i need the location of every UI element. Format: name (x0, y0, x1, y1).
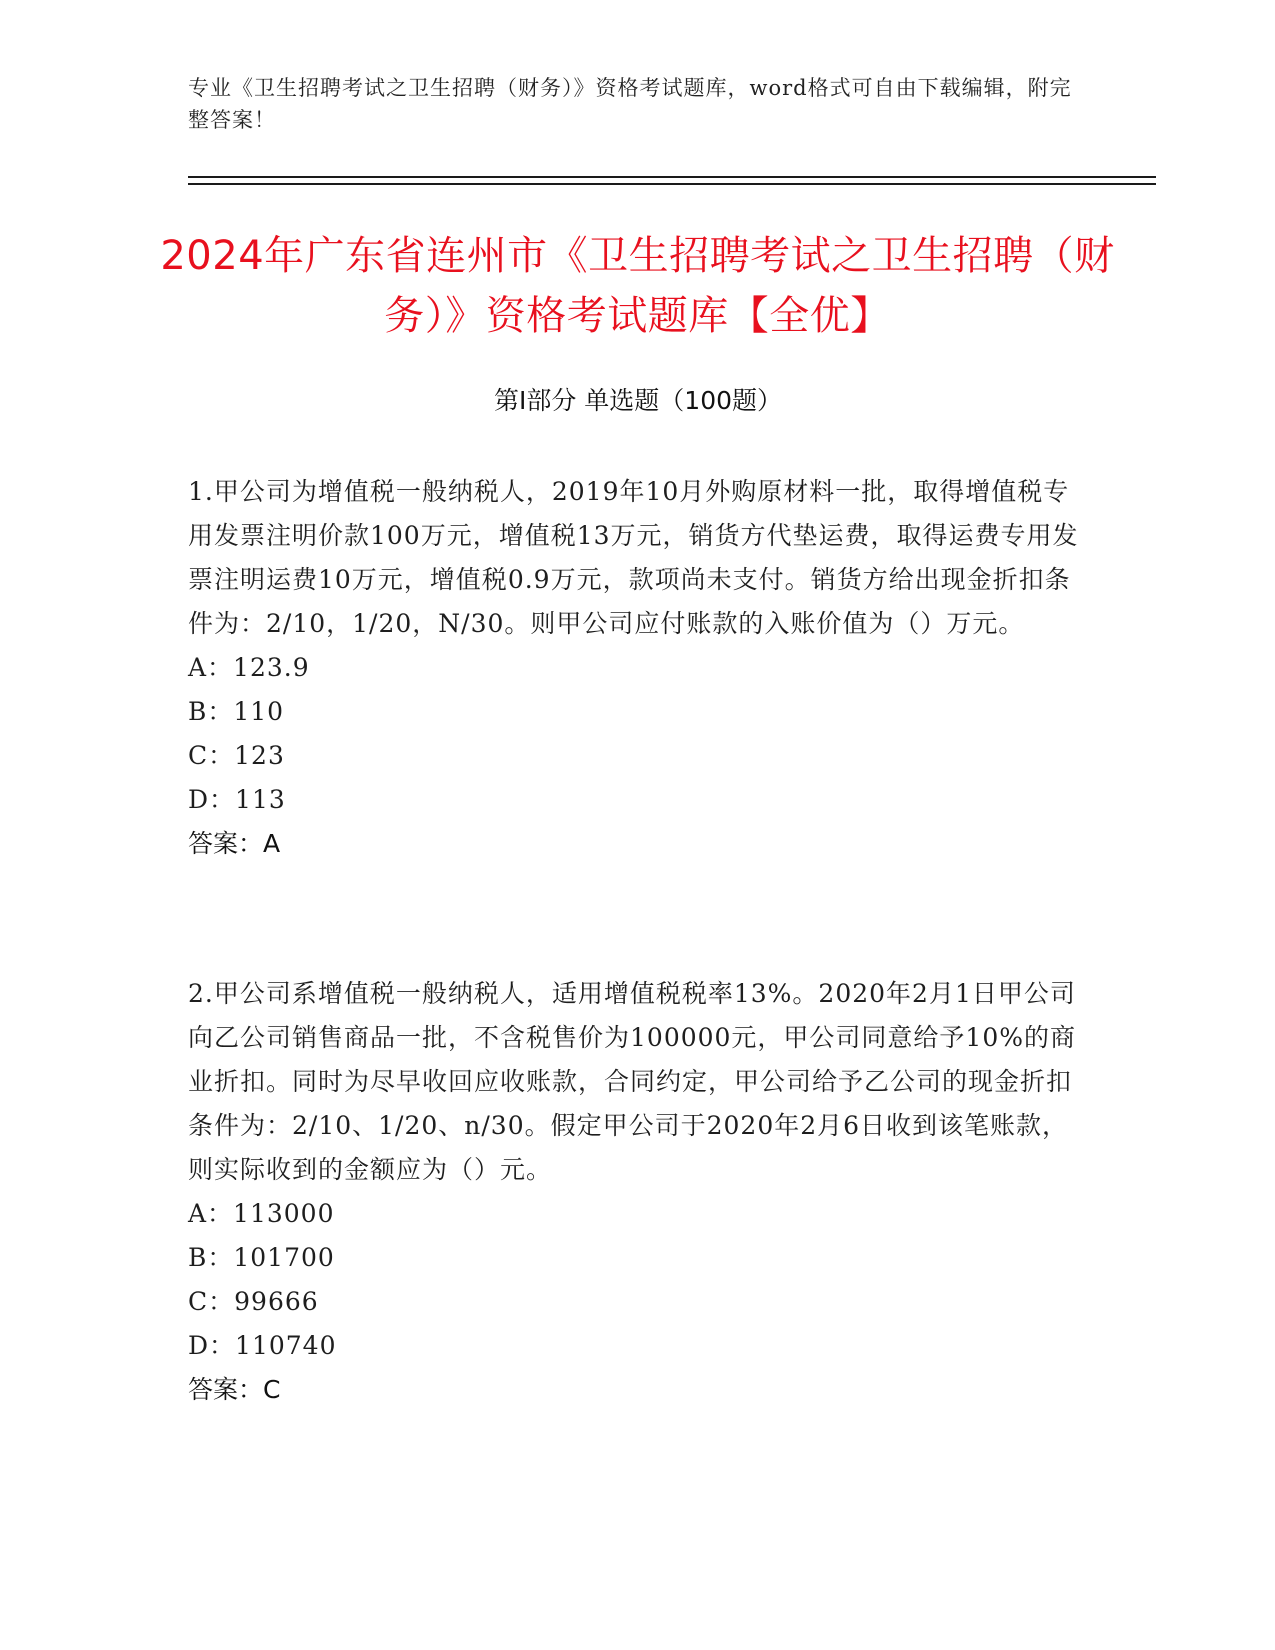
header-divider-top (188, 176, 1156, 178)
header-divider-bottom (188, 183, 1156, 185)
section-heading: 第I部分 单选题（100题） (493, 386, 783, 415)
option-d: D：110740 (188, 1331, 337, 1360)
option-b: B：110 (188, 697, 285, 726)
option-a: A：123.9 (188, 653, 310, 682)
option-a: A：113000 (188, 1199, 335, 1228)
question-stem: 1.甲公司为增值税一般纳税人，2019年10月外购原材料一批，取得增值税专用发票注明价款100万元，增值税13万元，销货方代垫运费，取得运费专用发票注明运费10万元，增值税0.9万元，款项尚未支付。销货方给出现金折扣条件为：2/10，1/20，N/30。则甲公司应付账款的入账价值为（）万元。 (188, 477, 1079, 638)
answer: 答案：A (188, 829, 281, 858)
option-b: B：101700 (188, 1243, 335, 1272)
answer: 答案：C (188, 1375, 281, 1404)
option-c: C：123 (188, 741, 285, 770)
question-1 (188, 470, 1088, 866)
document-title: 2024年广东省连州市《卫生招聘考试之卫生招聘（财务）》资格考试题库【全优】 (160, 233, 1115, 339)
question-2 (188, 972, 1088, 1412)
option-d: D：113 (188, 785, 286, 814)
header-note: 专业《卫生招聘考试之卫生招聘（财务）》资格考试题库，word格式可自由下载编辑，附完整答案！ (188, 76, 1072, 132)
question-stem: 2.甲公司系增值税一般纳税人，适用增值税税率13%。2020年2月1日甲公司向乙公司销售商品一批，不含税售价为100000元，甲公司同意给予10%的商业折扣。同时为尽早收回应收账款，合同约定，甲公司给予乙公司的现金折扣条件为：2/10、1/20、n/30。假定甲公司于2020年2月6日收到该笔账款，则实际收到的金额应为（）元。 (188, 979, 1077, 1184)
option-c: C：99666 (188, 1287, 319, 1316)
